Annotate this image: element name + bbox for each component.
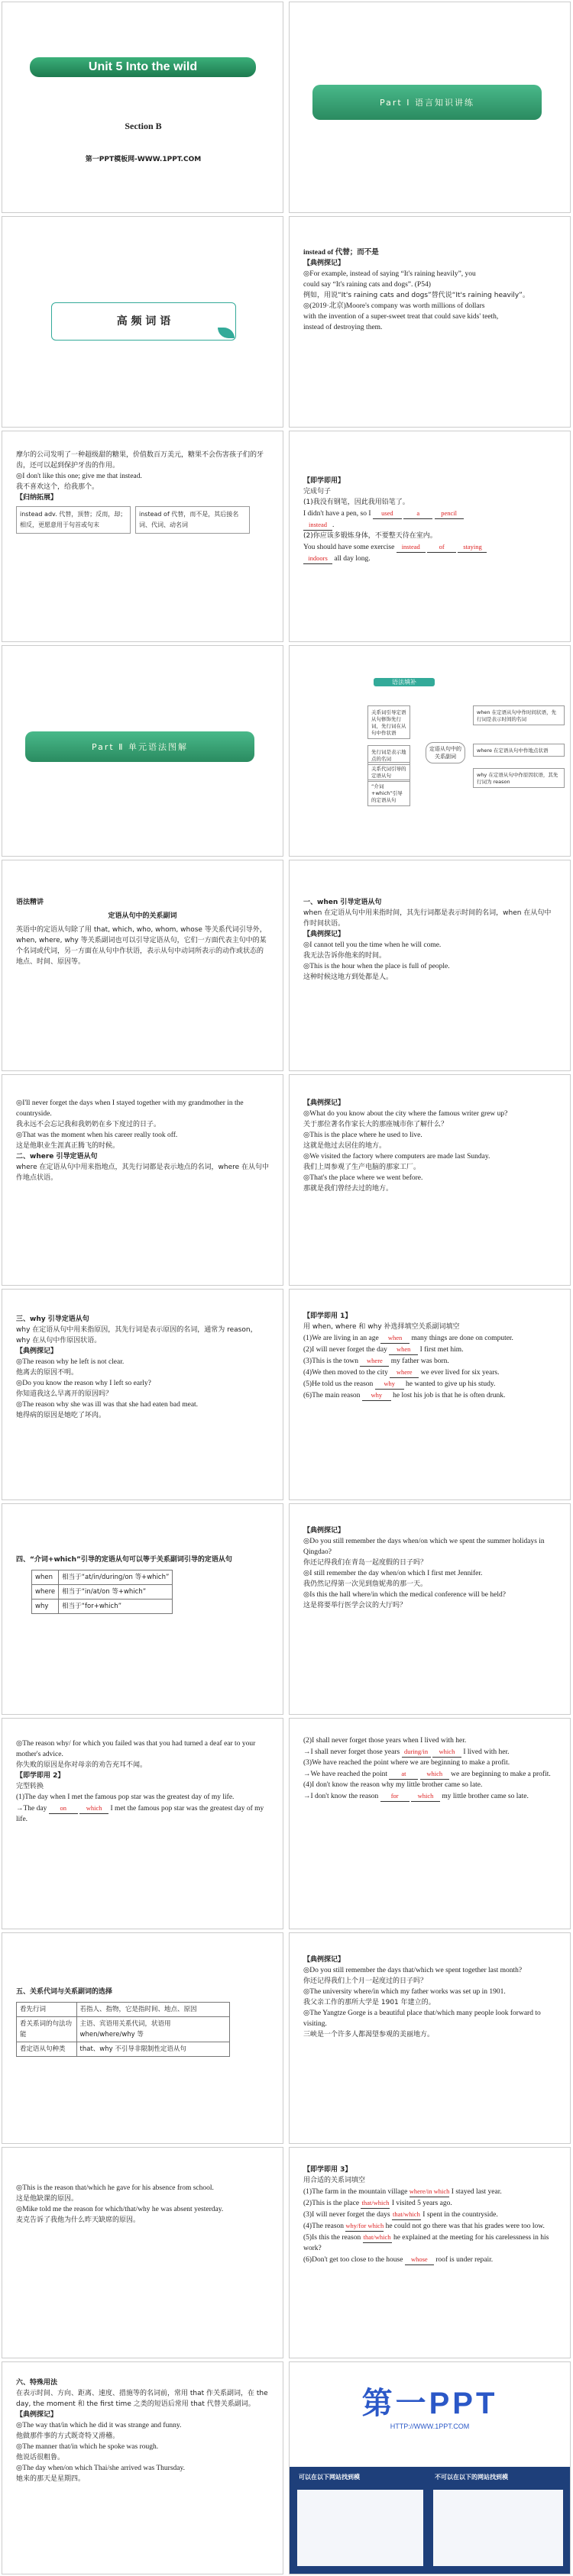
slide-24-ad [289, 2361, 571, 2574]
prep-which-examples [290, 1525, 570, 1611]
site-label: 第一PPT模板网-WWW.1PPT.COM [85, 156, 202, 163]
choice-heading: 五、关系代词与关系副词的选择 [16, 1988, 113, 1996]
slide-19-choice [2, 1932, 283, 2144]
when-heading: 一、when 引导定语从句 [303, 899, 382, 906]
sp-ex-3-cn: 她来的那天是星期四。 [16, 2475, 86, 2483]
grammar-body: 英语中的定语从句除了用 that, which, who, whom, whose 等关系代词引导外，when, where, why 等关系副词也可以引导定语从句，它们一方面代表主句中的某个名词或代词，另一方面在从句中作状语，表示从句中动词所表示的动作或状态的地点、时间、原因等。 [16, 926, 267, 966]
p2-example: ◎The reason why/ for which you failed was that you had turned a deaf ear to your mother's advice. [16, 1740, 256, 1758]
slide-11-where [2, 1074, 283, 1286]
where-ex-a: ◎What do you know about the city where the famous writer grew up? [303, 1110, 508, 1118]
p1-q2 [303, 1344, 556, 1355]
where-ex-1-cn: 我永远不会忘记我和我奶奶在乡下度过的日子。 [16, 1121, 161, 1128]
why-example-tag: 【典例探记】 [16, 1348, 58, 1355]
practice-instruction: 完成句子 [303, 488, 332, 496]
table-cell: 主语、宾语用关系代词，状语用 when/where/why 等 [76, 2017, 229, 2042]
example-tag: 【典例探记】 [303, 1527, 345, 1535]
blank[interactable]: of [427, 541, 456, 553]
slide-20-choice-examples [289, 1932, 571, 2144]
blank[interactable]: a [403, 508, 432, 519]
blank[interactable]: whose [405, 2254, 434, 2265]
p3-q5 [303, 2232, 556, 2254]
vocab-heading: 高 频 词 语 [116, 315, 171, 328]
when-ex-2-cn: 这种时候这地方到处都是人。 [303, 973, 393, 981]
p3-q2-b: I visited 5 years ago. [391, 2200, 452, 2207]
table-cell: 相当于“for+which” [59, 1600, 173, 1614]
reason-ex-2: ◎Mike told me the reason for which/that/why he was absent yesterday. [16, 2206, 224, 2213]
p1-q6 [303, 1390, 556, 1401]
when-example-tag: 【典例探记】 [303, 931, 345, 938]
example-line-1: ◎For example, instead of saying “It's raining heavily”, you [303, 270, 476, 278]
p2-q2-b: I lived with her. [463, 1748, 510, 1756]
ad-col-1-title: 可以在以下网站找到模 [299, 2474, 360, 2481]
example-tag: 【典例探记】 [303, 1956, 345, 1964]
when-desc: when 在定语从句中用来指时间，其先行词都是表示时间的名词，when 在从句中作时间状语。 [303, 909, 552, 928]
practice2-instruction: 完型转换 [16, 1783, 44, 1790]
table-row [17, 2042, 230, 2057]
table-cell: 相当于“at/in/during/on 等+which” [59, 1570, 173, 1585]
why-ex-2: ◎Do you know the reason why I left so early? [16, 1380, 151, 1387]
p3-q5-b: he explained at the meeting for his carelessness in his work? [303, 2234, 549, 2252]
example-line-2: could say “It's raining cats and dogs”. (P54) [303, 281, 431, 289]
practice2-cont-content [290, 1735, 570, 1802]
p3-q5-a: (5)Is this the reason [303, 2234, 361, 2242]
mindmap-title: 语法填补 [374, 678, 435, 686]
blank[interactable]: instead [397, 541, 426, 553]
ad-link-block-1[interactable] [297, 2490, 423, 2566]
p1-q3 [303, 1355, 556, 1367]
pw-ex-3-cn: 这是将要举行医学会议的大厅吗？ [303, 1602, 407, 1609]
instead-of-heading: instead of 代替；而不是 [303, 249, 379, 257]
mindmap-node-1: 关系词引导定语从句修饰先行词，先行词在从句中作状语 [367, 705, 410, 739]
practice-content [290, 476, 570, 564]
example-line-3: 例如，用说“It's raining cats and dogs”替代说“It's raining heavily”。 [303, 292, 529, 299]
example-line-6: instead of destroying them. [303, 324, 383, 331]
q2-en [303, 541, 556, 553]
choice-content [2, 1987, 283, 2057]
part2-banner-text: Part Ⅱ 单元语法图解 [91, 742, 189, 752]
why-desc: why 在定语从句中用来指原因，其先行词是表示原因的名词，通常为 reason，why 在从句中作原因状语。 [16, 1326, 257, 1344]
pw-ex-2: ◎I still remember the day when/on which I first met Jennifer. [303, 1570, 483, 1577]
blank[interactable]: on [49, 1803, 78, 1814]
slide-17-practice2 [2, 1718, 283, 1929]
practice3-tag: 【即学即用 3】 [303, 2166, 352, 2174]
where-ex-a-cn: 关于那位著名作家长大的那座城市你了解什么？ [303, 1121, 448, 1128]
sp-ex-3: ◎The day when/on which Thai/she arrived was Thursday. [16, 2465, 186, 2472]
unit-title-bar [30, 57, 256, 77]
p1-q6-b: he lost his job is that he is often drunk. [393, 1392, 506, 1399]
table-cell: 看关系词的句法功能 [17, 2017, 77, 2042]
unit-title: Unit 5 Into the wild [88, 60, 198, 73]
p2-q1-a: →The day [16, 1805, 47, 1813]
blank[interactable]: which [432, 1746, 461, 1758]
p1-q3-b: my father was born. [390, 1357, 449, 1365]
blank[interactable]: for [380, 1790, 410, 1802]
blank[interactable]: why [375, 1378, 404, 1390]
practice2-tag: 【即学即用 2】 [16, 1772, 65, 1780]
p3-q4 [303, 2220, 556, 2232]
p1-q5 [303, 1378, 556, 1390]
table-cell: 看先行词 [17, 2003, 77, 2017]
summary-box-1: instead adv. 代替，顶替；反而，却；相反，更愿意用于句首或句末 [16, 506, 131, 534]
practice2-content [2, 1738, 283, 1825]
slide-6-practice [289, 431, 571, 642]
slide-1-title [2, 2, 283, 213]
reason-ex-1: ◎This is the reason that/which he gave for his absence from school. [16, 2184, 214, 2192]
grammar-content [2, 897, 283, 967]
part2-banner [25, 731, 254, 762]
q1-en [303, 508, 556, 519]
p2-q1: (1)The day when I met the famous pop star was the greatest day of my life. [16, 1793, 235, 1801]
pw-ex-1: ◎Do you still remember the days when/on which we spent the summer holidays in Qingdao? [303, 1538, 545, 1556]
vocab-heading-box [51, 302, 236, 341]
slide-18-practice2-cont [289, 1718, 571, 1929]
example-tag: 【典例探记】 [303, 260, 345, 267]
p1-q2-a: (2)I will never forget the day [303, 1346, 387, 1354]
example-line-5: with the invention of a super-sweet treat that could save kids' teeth, [303, 313, 499, 321]
p3-q1-a: (1)The farm [303, 2188, 339, 2196]
ppt-logo: 第一PPT [361, 2387, 498, 2420]
blank[interactable]: when [389, 1344, 418, 1355]
translation: 摩尔的公司发明了一种超级甜的糖果，价值数百万美元，糖果不会伤害孩子们的牙齿，还可以起到保护牙齿的作用。 [16, 451, 264, 470]
part1-banner-text: Part Ⅰ 语言知识讲练 [380, 98, 474, 108]
pw-ex-3: ◎Is this the hall where/in which the medical conference will be held? [303, 1591, 506, 1599]
table-cell: where [32, 1585, 59, 1600]
summary-tag: 【归纳拓展】 [16, 494, 58, 502]
instead-content [2, 450, 283, 534]
where-ex-d-cn: 那就是我们曾经去过的地方。 [303, 1185, 393, 1193]
special-desc: 在表示时间、方向、距离、速度、措施等的名词前，常用 that 作关系副词，在 the day, the moment 和 the first time 之类的短语后常用 that 代替关系副词。 [16, 2390, 268, 2408]
p1-q5-b: he wanted to give up his study. [406, 1380, 496, 1388]
p2-q4-answer [303, 1790, 556, 1802]
practice1-content [290, 1311, 570, 1401]
when-content [290, 897, 570, 983]
table-cell: 若指人、指物，它是指时间、地点、原因 [76, 2003, 229, 2017]
sp-ex-1-cn: 他做那件事的方式既奇特又滑稽。 [16, 2432, 120, 2440]
summary-boxes [16, 506, 269, 534]
where-ex-2: ◎That was the moment when his career really took off. [16, 1131, 178, 1139]
example-translation: 我不喜欢这个，给我那个。 [16, 483, 99, 491]
where-ex-b-cn: 这就是他过去居住的地方。 [303, 1142, 387, 1150]
table-row [17, 2003, 230, 2017]
pw-ex-2-cn: 我仍然记得第一次见到詹妮弗的那一天。 [303, 1580, 428, 1588]
why-ex-1: ◎The reason why he left is not clear. [16, 1358, 125, 1366]
p2-q1-b: I met the famous pop star was the greatest day of my life. [16, 1805, 264, 1823]
table-cell: when [32, 1570, 59, 1585]
p3-q6 [303, 2254, 556, 2265]
prep-which-table [31, 1570, 173, 1614]
table-cell: 看定语从句种类 [17, 2042, 77, 2057]
blank[interactable]: staying [458, 541, 487, 553]
p2-q4-b: my little brother came so late. [442, 1793, 529, 1800]
ch-ex-1: ◎Do you still remember the days that/which we spent together last month? [303, 1967, 523, 1974]
prep-which-content [2, 1554, 283, 1614]
where-heading: 二、where 引导定语从句 [16, 1153, 98, 1160]
p1-q4 [303, 1367, 556, 1378]
grammar-title: 定语从句中的关系副词 [108, 912, 177, 920]
blank[interactable]: used [373, 508, 402, 519]
ad-bottom-panel [290, 2467, 570, 2574]
blank[interactable]: that/which [361, 2197, 390, 2209]
prep-which-heading: 四、“介词+which”引导的定语从句可以等于关系副词引导的定语从句 [16, 1556, 232, 1564]
practice1-instruction: 用 when, where 和 why 补选择填空关系副词填空 [303, 1323, 460, 1331]
blank[interactable]: pencil [435, 508, 464, 519]
mindmap-center: 定语从句中的关系副词 [426, 742, 465, 763]
sp-ex-2: ◎The manner that/in which he spoke was rough. [16, 2443, 159, 2451]
why-ex-3: ◎The reason why she was ill was that she had eaten bad meat. [16, 1401, 199, 1409]
practice3-instruction: 用合适的关系词填空 [303, 2177, 366, 2184]
blank[interactable]: where/in which [410, 2186, 450, 2197]
special-heading: 六、特殊用法 [16, 2379, 58, 2387]
p1-q6-a: (6)The main reason [303, 1392, 361, 1399]
p3-q4-b: he could not go there was that his grades were too low. [385, 2223, 545, 2230]
why-ex-2-cn: 你知道我这么早离开的原因吗？ [16, 1390, 113, 1398]
reason-content [2, 2183, 283, 2226]
q2-text: You should have some exercise [303, 544, 395, 551]
mindmap-right-3: why 在定语从句中作原因状语，其先行词为 reason [473, 768, 565, 788]
blank[interactable]: indoors [303, 553, 332, 564]
example-line-4: ◎(2019·北京)Moore's company was worth millions of dollars [303, 302, 485, 310]
p3-q2 [303, 2197, 556, 2209]
slide-10-when [289, 860, 571, 1071]
p1-q2-b: I first met him. [419, 1346, 464, 1354]
blank[interactable]: where [390, 1367, 419, 1378]
ad-col-2-title: 不可以在以下的网站找到模 [435, 2474, 508, 2481]
slide-12-where-examples [289, 1074, 571, 1286]
p3-q3-a: (3)I will never forget the days [303, 2211, 390, 2219]
table-row [32, 1585, 173, 1600]
practice1-tag: 【即学即用 1】 [303, 1312, 352, 1320]
p2-q1-answer [16, 1803, 269, 1825]
p3-q6-b: roof is under repair. [435, 2256, 494, 2264]
example-sentence: ◎I don't like this one; give me that instead. [16, 473, 142, 480]
where-ex-d: ◎That's the place where we went before. [303, 1174, 423, 1182]
p1-q4-a: (4)We then moved to the city [303, 1369, 388, 1377]
why-ex-1-cn: 他离去的原因不明。 [16, 1369, 79, 1377]
p3-q2-a: (2)This is the place [303, 2200, 360, 2207]
p1-q5-a: (5)He told us the reason [303, 1380, 374, 1388]
when-ex-1-cn: 我无法告诉你他来的时间。 [303, 952, 387, 960]
blank[interactable]: during/in [402, 1746, 431, 1758]
blank[interactable]: that/which [363, 2232, 392, 2243]
q2-en-2 [303, 553, 556, 564]
blank[interactable]: which [420, 1768, 449, 1780]
slide-2-part1 [289, 2, 571, 213]
slide-5-instead [2, 431, 283, 642]
mindmap-right-1: when 在定语从句中作时间状语，先行词是表示时间的名词 [473, 705, 565, 725]
slide-13-why [2, 1289, 283, 1500]
p2-q2-a: →I shall never forget those years [303, 1748, 400, 1756]
instead-of-content [290, 247, 570, 333]
practice-tag: 【即学即用】 [303, 477, 345, 485]
p2-q3-b: we are beginning to make a profit. [451, 1771, 551, 1778]
q2-text-end: all day long. [334, 555, 371, 563]
grammar-tag: 语法精讲 [16, 899, 44, 906]
summary-box-2: instead of 代替，而不是，其后接名词、代词、动名词 [135, 506, 250, 534]
slide-22-practice3 [289, 2147, 571, 2358]
where-ex-b: ◎This is the place where he used to live. [303, 1131, 422, 1139]
blank[interactable]: why/for which [345, 2220, 384, 2232]
slide-3-vocab [2, 216, 283, 428]
blank[interactable]: at [389, 1768, 418, 1780]
p3-q1-b: in the mountain village [340, 2188, 408, 2196]
ch-ex-3: ◎The Yangtze Gorge is a beautiful place that/which many people look forward to visiting. [303, 2009, 541, 2028]
q1-cn: (1)我没有钢笔，因此我用铅笔了。 [303, 499, 410, 506]
where-examples-content [290, 1098, 570, 1194]
table-cell: 相当于“in/at/on 等+which” [59, 1585, 173, 1600]
table-cell: why [32, 1600, 59, 1614]
sp-ex-1: ◎The way that/in which he did it was strange and funny. [16, 2422, 182, 2429]
q2-cn: (2)你应该多锻炼身体，不要整天待在室内。 [303, 532, 437, 540]
q1-en-2: instead . [303, 519, 556, 531]
slide-9-grammar [2, 860, 283, 1071]
special-example-tag: 【典例探记】 [16, 2411, 58, 2419]
p3-q4-a: (4)The reason [303, 2223, 345, 2230]
ad-link-block-2[interactable] [433, 2490, 563, 2566]
slide-21-reason [2, 2147, 283, 2358]
mindmap-node-4: “介词+which”引导的定语从句 [367, 780, 410, 806]
ch-ex-3-cn: 三峡是一个许多人都渴望参观的美丽地方。 [303, 2031, 435, 2039]
p1-q1 [303, 1332, 556, 1344]
p3-q6-a: (6)Don't get too close to the house [303, 2256, 403, 2264]
practice3-content [290, 2164, 570, 2265]
mindmap-node-3: 关系代词引导的定语从句 [367, 762, 410, 782]
slide-14-practice1 [289, 1289, 571, 1500]
example-tag: 【典例探记】 [303, 1099, 345, 1107]
slide-4-instead-of [289, 216, 571, 428]
p1-q4-b: we ever lived for six years. [420, 1369, 500, 1377]
reason-ex-2-cn: 麦克告诉了我他为什么昨天缺席的原因。 [16, 2216, 141, 2224]
blank[interactable]: instead [303, 519, 332, 531]
blank[interactable]: which [411, 1790, 440, 1802]
where-desc: where 在定语从句中用来指地点，其先行词都是表示地点的名词，where 在从句中作地点状语。 [16, 1164, 270, 1182]
p2-q2-answer [303, 1746, 556, 1758]
blank[interactable]: that/which [392, 2209, 421, 2220]
choice-examples [290, 1955, 570, 2040]
p2-q4: (4)I don't know the reason why my little brother came so late. [303, 1781, 483, 1789]
blank[interactable]: where [360, 1355, 389, 1367]
blank[interactable]: why [362, 1390, 391, 1401]
p1-q1-b: many things are done on computer. [411, 1335, 513, 1342]
mindmap-right-2: where 在定语从句中作地点状语 [473, 744, 565, 757]
part1-banner [312, 85, 542, 120]
sp-ex-2-cn: 他说话很粗鲁。 [16, 2454, 65, 2461]
when-ex-1: ◎I cannot tell you the time when he will come. [303, 941, 442, 949]
ch-ex-2: ◎The university where/in which my father works was set up in 1901. [303, 1988, 506, 1996]
p2-example-cn: 你失败的原因是你对母亲的劝告充耳不闻。 [16, 1761, 147, 1769]
slide-16-prep-which-examples [289, 1503, 571, 1715]
mindmap-node-2: 先行词是表示地点的名词 [367, 745, 410, 765]
ch-ex-1-cn: 你还记得我们上个月一起度过的日子吗？ [303, 1977, 428, 1985]
ch-ex-2-cn: 我父亲工作的那所大学是 1901 年建立的。 [303, 1999, 435, 2006]
where-content [2, 1098, 283, 1183]
blank[interactable]: when [380, 1332, 410, 1344]
table-row [32, 1600, 173, 1614]
ppt-url[interactable]: HTTP://WWW.1PPT.COM [390, 2423, 470, 2430]
section-label: Section B [125, 121, 162, 131]
q1-text: I didn't have a pen, so I [303, 510, 371, 518]
blank[interactable]: which [79, 1803, 108, 1814]
slide-15-prep-which [2, 1503, 283, 1715]
reason-ex-1-cn: 这是他缺课的原因。 [16, 2195, 79, 2203]
ad-logo-area [290, 2379, 570, 2430]
why-heading: 三、why 引导定语从句 [16, 1315, 89, 1323]
p3-q3 [303, 2209, 556, 2220]
special-content [2, 2377, 283, 2484]
table-row [17, 2017, 230, 2042]
where-ex-c: ◎We visited the factory where computers are made last Sunday. [303, 1153, 490, 1160]
p3-q1 [303, 2186, 556, 2197]
p2-q2: (2)I shall never forget those years when I lived with her. [303, 1737, 467, 1745]
table-row [32, 1570, 173, 1585]
why-content [2, 1314, 283, 1421]
p3-q3-b: I spent in the countryside. [422, 2211, 498, 2219]
slide-7-part2 [2, 645, 283, 857]
p2-q3: (3)We have reached the point where we are beginning to make a profit. [303, 1759, 510, 1767]
p2-q3-a: →We have reached the point [303, 1771, 388, 1778]
p2-q4-a: →I don't know the reason [303, 1793, 379, 1800]
p3-q1-c: I stayed last year. [451, 2188, 502, 2196]
p1-q1-a: (1)We are living in an age [303, 1335, 379, 1342]
choice-table [16, 2002, 230, 2057]
why-ex-3-cn: 她得病的原因是她吃了坏肉。 [16, 1412, 106, 1419]
p2-q3-answer [303, 1768, 556, 1780]
table-cell: that、why 不引导非限制性定语从句 [76, 2042, 229, 2057]
slide-8-mindmap [289, 645, 571, 857]
where-ex-2-cn: 这是他职业生涯真正腾飞的时候。 [16, 1142, 120, 1150]
when-ex-2: ◎This is the hour when the place is full of people. [303, 963, 450, 970]
p1-q3-a: (3)This is the town [303, 1357, 359, 1365]
slide-23-special [2, 2361, 283, 2574]
where-ex-1: ◎I'll never forget the days when I stayed together with my grandmother in the countryside. [16, 1099, 244, 1118]
pw-ex-1-cn: 你还记得我们在青岛一起度假的日子吗？ [303, 1559, 428, 1567]
where-ex-c-cn: 我们上周参观了生产电脑的那家工厂。 [303, 1164, 421, 1171]
